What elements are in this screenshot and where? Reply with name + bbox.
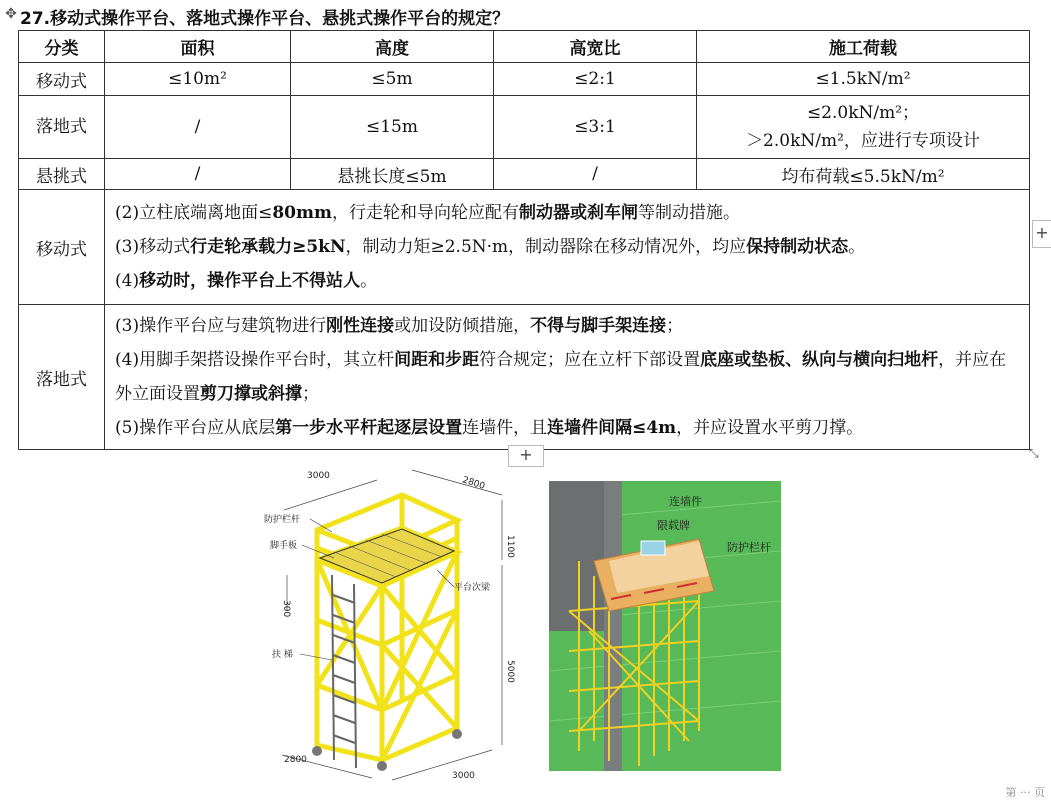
cell-type: 移动式	[19, 63, 105, 96]
body-text: ，并应在外立面设置	[115, 350, 1007, 404]
body-text: (3)移动式	[115, 237, 191, 257]
add-column-button[interactable]: +	[1032, 220, 1051, 248]
detail-floor-cell	[105, 305, 1030, 450]
cell-load: ≤1.5kN/m²	[697, 63, 1030, 96]
body-text: ，行走轮和导向轮应配有	[331, 203, 519, 223]
header-area: 面积	[105, 31, 291, 63]
header-ratio: 高宽比	[494, 31, 697, 63]
emphasis-text: 底座或垫板、纵向与横向扫地杆	[700, 350, 939, 370]
detail-label: 移动式	[19, 190, 105, 305]
emphasis-text: 间距和步距	[394, 350, 480, 370]
photo-label-guardrail: 防护栏杆	[727, 541, 771, 554]
emphasis-text: 移动时，操作平台上不得站人	[139, 271, 361, 291]
diagram-label-beam: 平台次梁	[454, 583, 491, 593]
dim-label: 5000	[505, 660, 515, 683]
cell-area: ≤10m²	[105, 63, 291, 96]
dim-label: 3000	[452, 771, 475, 781]
resize-handle-icon[interactable]: ⤡	[1029, 446, 1039, 460]
detail-label: 落地式	[19, 305, 105, 450]
cell-ratio: ≤3:1	[494, 96, 697, 159]
cell-height: ≤5m	[291, 63, 494, 96]
body-text: 等制动措施。	[637, 203, 740, 223]
emphasis-text: 不得与脚手架连接	[530, 316, 667, 336]
diagram-label-guardrail: 防护栏杆	[264, 515, 301, 525]
page-title: 27.移动式操作平台、落地式操作平台、悬挑式操作平台的规定？	[20, 9, 510, 29]
table-row	[19, 159, 1030, 190]
cell-load: 均布荷载≤5.5kN/m²	[697, 159, 1030, 190]
body-text: (5)操作平台应从底层	[115, 418, 276, 438]
cell-ratio: ≤2:1	[494, 63, 697, 96]
page-footer: 第 ··· 页	[1005, 786, 1045, 799]
header-load: 施工荷载	[697, 31, 1030, 63]
diagram-label-ladder: 扶 梯	[272, 650, 293, 660]
photo-label-limit-sign: 限载牌	[657, 519, 690, 532]
body-text: 。	[848, 237, 866, 257]
detail-line	[115, 309, 1019, 343]
photo-label-tie: 连墙件	[669, 495, 702, 508]
add-row-button[interactable]: +	[508, 445, 544, 467]
header-category: 分类	[19, 31, 105, 63]
emphasis-text: 剪刀撑或斜撑	[200, 384, 302, 404]
dim-label: 2800	[461, 475, 486, 492]
emphasis-text: 80mm	[272, 203, 332, 223]
load-line: ＞2.0kN/m²，应进行专项设计	[746, 131, 980, 151]
cell-load	[697, 96, 1030, 159]
emphasis-text: 连墙件间隔≤4m	[547, 418, 677, 438]
dim-label: 2800	[284, 755, 307, 765]
detail-line	[115, 343, 1019, 411]
body-text: (2)立柱底端离地面≤	[115, 203, 273, 223]
body-text: ；	[666, 316, 684, 336]
cell-type: 悬挑式	[19, 159, 105, 190]
body-text: ，制动力矩≥2.5N·m，制动器除在移动情况外，均应	[345, 237, 747, 257]
body-text: 。	[360, 271, 378, 291]
dim-label: 3000	[307, 471, 330, 481]
table-header-row	[19, 31, 1030, 63]
dim-label: 1100	[505, 535, 515, 558]
body-text: ；	[302, 384, 319, 404]
body-text: 符合规定；应在立杆下部设置	[479, 350, 701, 370]
body-text: (4)	[115, 271, 140, 291]
emphasis-text: 制动器或刹车闸	[518, 203, 638, 223]
table-move-handle-icon[interactable]: ✥	[5, 6, 17, 22]
scaffold-diagram	[262, 460, 537, 790]
detail-line	[115, 264, 1019, 298]
body-text: 连墙件，且	[462, 418, 548, 438]
cell-area: /	[105, 96, 291, 159]
cell-ratio: /	[494, 159, 697, 190]
table-row	[19, 190, 1030, 305]
cell-height: ≤15m	[291, 96, 494, 159]
load-line: ≤2.0kN/m²；	[806, 103, 920, 123]
table-row	[19, 305, 1030, 450]
emphasis-text: 保持制动状态	[746, 237, 849, 257]
dim-label: 300	[281, 600, 291, 618]
cell-height: 悬挑长度≤5m	[291, 159, 494, 190]
body-text: 或加设防倾措施，	[394, 316, 531, 336]
body-text: (3)操作平台应与建筑物进行	[115, 316, 327, 336]
cell-type: 落地式	[19, 96, 105, 159]
emphasis-text: 第一步水平杆起逐层设置	[275, 418, 463, 438]
spec-table	[18, 30, 1030, 450]
detail-line	[115, 411, 1019, 445]
emphasis-text: 行走轮承载力≥5kN	[190, 237, 346, 257]
platform-photo	[549, 481, 781, 771]
detail-line	[115, 196, 1019, 230]
detail-line	[115, 230, 1019, 264]
diagram-label-board: 脚手板	[270, 541, 298, 551]
body-text: ，并应设置水平剪刀撑。	[676, 418, 864, 438]
header-height: 高度	[291, 31, 494, 63]
table-row	[19, 96, 1030, 159]
table-row	[19, 63, 1030, 96]
detail-mobile-cell	[105, 190, 1030, 305]
cell-area: /	[105, 159, 291, 190]
body-text: (4)用脚手架搭设操作平台时，其立杆	[115, 350, 395, 370]
emphasis-text: 刚性连接	[326, 316, 395, 336]
